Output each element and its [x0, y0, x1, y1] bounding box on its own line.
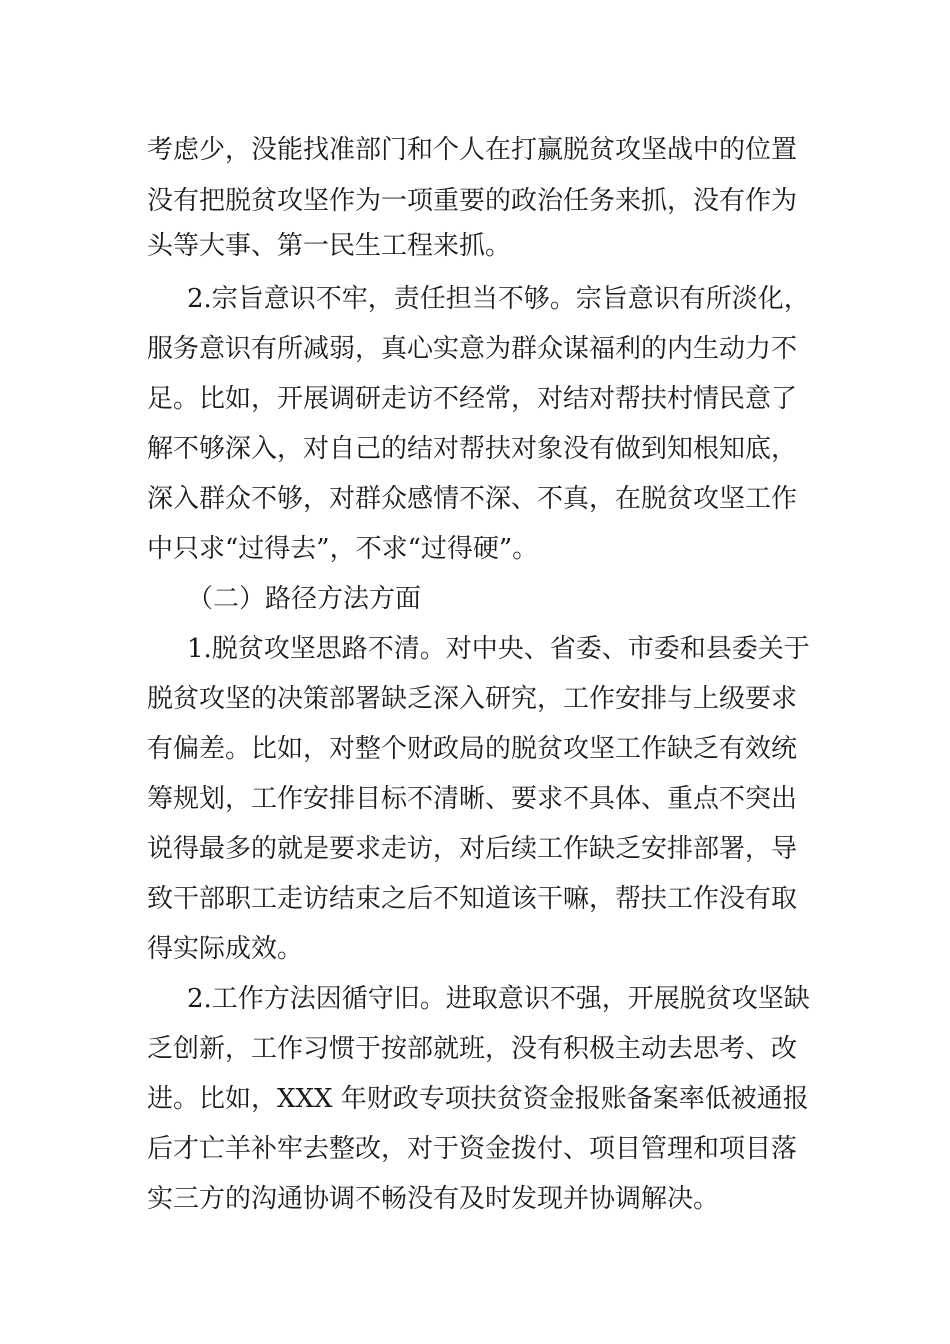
text-line: 没有把脱贫攻坚作为一项重要的政治任务来抓，没有作为	[147, 186, 798, 216]
text-line: 服务意识有所减弱，真心实意为群众谋福利的内生动力不	[147, 334, 798, 364]
text-line: 乏创新，工作习惯于按部就班，没有积极主动去思考、改	[147, 1034, 798, 1064]
text-line: 解不够深入，对自己的结对帮扶对象没有做到知根知底，	[147, 434, 798, 464]
text-line: 足。比如，开展调研走访不经常，对结对帮扶村情民意了	[147, 384, 798, 414]
paragraph-first-line: 2.工作方法因循守旧。进取意识不强，开展脱贫攻坚缺	[187, 984, 810, 1014]
text-line: 有偏差。比如，对整个财政局的脱贫攻坚工作缺乏有效统	[147, 734, 798, 764]
text-line: 后才亡羊补牢去整改，对于资金拨付、项目管理和项目落	[147, 1134, 798, 1164]
text-line: 筹规划，工作安排目标不清晰、要求不具体、重点不突出	[147, 784, 798, 814]
text-line: 头等大事、第一民生工程来抓。	[147, 231, 512, 261]
text-line: 得实际成效。	[147, 934, 304, 964]
paragraph-first-line: 2.宗旨意识不牢，责任担当不够。宗旨意识有所淡化，	[187, 284, 810, 314]
text-line: 考虑少，没能找准部门和个人在打赢脱贫攻坚战中的位置	[147, 135, 798, 165]
paragraph-first-line: 1.脱贫攻坚思路不清。对中央、省委、市委和县委关于	[187, 634, 810, 664]
text-line: 说得最多的就是要求走访，对后续工作缺乏安排部署，导	[147, 834, 798, 864]
text-line: 脱贫攻坚的决策部署缺乏深入研究，工作安排与上级要求	[147, 684, 798, 714]
text-line: 实三方的沟通协调不畅没有及时发现并协调解决。	[147, 1184, 720, 1214]
text-line: 进。比如，XXX 年财政专项扶贫资金报账备案率低被通报	[147, 1084, 809, 1114]
text-line: 中只求“过得去”，不求“过得硬”。	[147, 534, 539, 564]
text-line: 致干部职工走访结束之后不知道该干嘛，帮扶工作没有取	[147, 884, 798, 914]
text-line: 深入群众不够，对群众感情不深、不真，在脱贫攻坚工作	[147, 484, 798, 514]
section-heading: （二）路径方法方面	[187, 584, 422, 614]
